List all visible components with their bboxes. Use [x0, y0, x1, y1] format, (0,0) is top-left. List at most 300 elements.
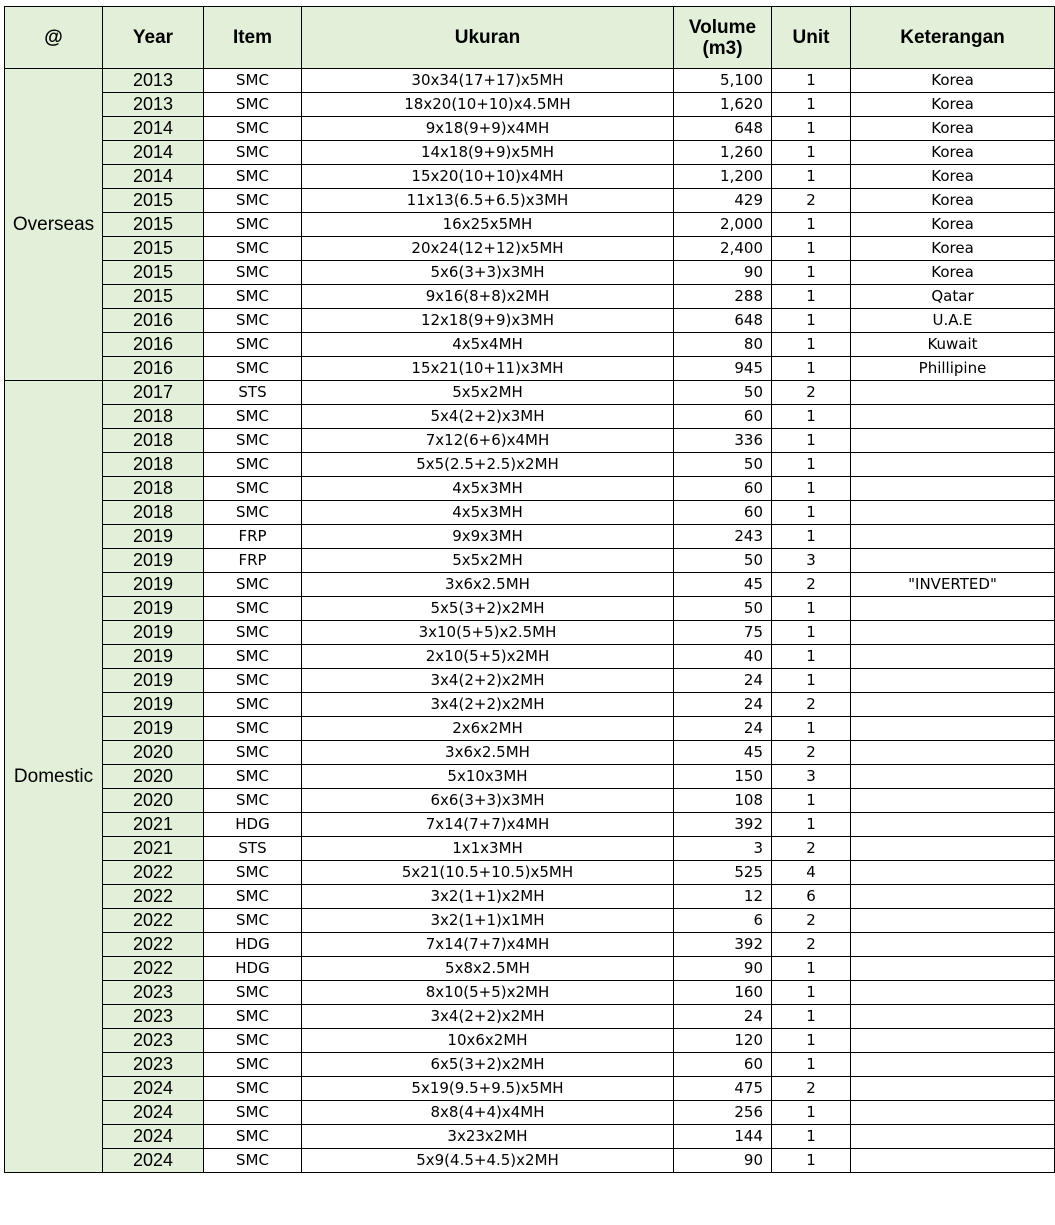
table-row — [5, 837, 1055, 861]
table-row — [5, 1029, 1055, 1053]
table-row — [5, 165, 1055, 189]
cell-year: 2022 — [103, 885, 204, 909]
cell-unit: 1 — [772, 981, 851, 1005]
cell-year: 2023 — [103, 1029, 204, 1053]
cell-size: 3x10(5+5)x2.5MH — [302, 621, 674, 645]
table-row — [5, 1077, 1055, 1101]
cell-note — [851, 1125, 1055, 1149]
cell-item: SMC — [204, 309, 302, 333]
cell-item: SMC — [204, 621, 302, 645]
cell-volume: 150 — [674, 765, 772, 789]
cell-item: SMC — [204, 741, 302, 765]
cell-year: 2020 — [103, 789, 204, 813]
cell-volume: 60 — [674, 405, 772, 429]
cell-note: Korea — [851, 261, 1055, 285]
cell-note — [851, 477, 1055, 501]
cell-year: 2018 — [103, 453, 204, 477]
cell-volume: 2,400 — [674, 237, 772, 261]
cell-unit: 4 — [772, 861, 851, 885]
cell-year: 2022 — [103, 861, 204, 885]
cell-item: SMC — [204, 357, 302, 381]
cell-unit: 2 — [772, 381, 851, 405]
table-row — [5, 285, 1055, 309]
cell-note — [851, 717, 1055, 741]
table-row — [5, 477, 1055, 501]
cell-unit: 1 — [772, 1125, 851, 1149]
table-row — [5, 141, 1055, 165]
cell-size: 30x34(17+17)x5MH — [302, 69, 674, 93]
table-row — [5, 189, 1055, 213]
cell-size: 18x20(10+10)x4.5MH — [302, 93, 674, 117]
cell-year: 2022 — [103, 933, 204, 957]
cell-item: SMC — [204, 765, 302, 789]
cell-item: SMC — [204, 429, 302, 453]
cell-note — [851, 1149, 1055, 1173]
cell-size: 12x18(9+9)x3MH — [302, 309, 674, 333]
cell-volume: 90 — [674, 957, 772, 981]
cell-volume: 50 — [674, 597, 772, 621]
cell-item: SMC — [204, 165, 302, 189]
table-row — [5, 309, 1055, 333]
table-row — [5, 909, 1055, 933]
cell-unit: 1 — [772, 645, 851, 669]
cell-volume: 945 — [674, 357, 772, 381]
cell-note: "INVERTED" — [851, 573, 1055, 597]
cell-year: 2016 — [103, 309, 204, 333]
table-row — [5, 1125, 1055, 1149]
cell-year: 2016 — [103, 357, 204, 381]
cell-unit: 1 — [772, 525, 851, 549]
cell-unit: 1 — [772, 1005, 851, 1029]
cell-size: 6x5(3+2)x2MH — [302, 1053, 674, 1077]
cell-note — [851, 405, 1055, 429]
cell-year: 2024 — [103, 1149, 204, 1173]
cell-item: SMC — [204, 789, 302, 813]
cell-size: 5x10x3MH — [302, 765, 674, 789]
table-row — [5, 261, 1055, 285]
cell-note — [851, 1029, 1055, 1053]
cell-item: SMC — [204, 501, 302, 525]
cell-unit: 1 — [772, 1029, 851, 1053]
cell-item: SMC — [204, 1053, 302, 1077]
cell-size: 4x5x3MH — [302, 501, 674, 525]
table-row — [5, 525, 1055, 549]
table-row — [5, 933, 1055, 957]
cell-year: 2020 — [103, 741, 204, 765]
table-row — [5, 237, 1055, 261]
table-row — [5, 453, 1055, 477]
cell-item: SMC — [204, 1005, 302, 1029]
cell-volume: 80 — [674, 333, 772, 357]
cell-unit: 1 — [772, 405, 851, 429]
cell-unit: 1 — [772, 1149, 851, 1173]
cell-note: Korea — [851, 69, 1055, 93]
cell-volume: 120 — [674, 1029, 772, 1053]
cell-unit: 3 — [772, 765, 851, 789]
table-row — [5, 357, 1055, 381]
cell-size: 3x2(1+1)x2MH — [302, 885, 674, 909]
cell-year: 2024 — [103, 1077, 204, 1101]
cell-note — [851, 501, 1055, 525]
cell-year: 2014 — [103, 117, 204, 141]
table-row — [5, 645, 1055, 669]
cell-size: 3x2(1+1)x1MH — [302, 909, 674, 933]
cell-volume: 60 — [674, 477, 772, 501]
cell-year: 2022 — [103, 957, 204, 981]
cell-unit: 1 — [772, 813, 851, 837]
cell-volume: 525 — [674, 861, 772, 885]
cell-unit: 1 — [772, 93, 851, 117]
table-row — [5, 957, 1055, 981]
cell-size: 5x5x2MH — [302, 381, 674, 405]
cell-size: 4x5x3MH — [302, 477, 674, 501]
cell-year: 2019 — [103, 693, 204, 717]
cell-item: SMC — [204, 1077, 302, 1101]
cell-item: FRP — [204, 525, 302, 549]
cell-year: 2024 — [103, 1125, 204, 1149]
cell-volume: 144 — [674, 1125, 772, 1149]
cell-unit: 1 — [772, 237, 851, 261]
cell-year: 2021 — [103, 837, 204, 861]
table-row — [5, 213, 1055, 237]
cell-size: 9x9x3MH — [302, 525, 674, 549]
cell-year: 2019 — [103, 645, 204, 669]
cell-size: 9x18(9+9)x4MH — [302, 117, 674, 141]
cell-year: 2015 — [103, 213, 204, 237]
cell-size: 4x5x4MH — [302, 333, 674, 357]
cell-size: 2x10(5+5)x2MH — [302, 645, 674, 669]
cell-unit: 1 — [772, 717, 851, 741]
table-row — [5, 117, 1055, 141]
cell-volume: 90 — [674, 261, 772, 285]
cell-size: 5x9(4.5+4.5)x2MH — [302, 1149, 674, 1173]
cell-unit: 1 — [772, 453, 851, 477]
cell-unit: 1 — [772, 669, 851, 693]
cell-volume: 40 — [674, 645, 772, 669]
cell-item: SMC — [204, 237, 302, 261]
cell-unit: 1 — [772, 477, 851, 501]
cell-size: 7x14(7+7)x4MH — [302, 813, 674, 837]
cell-unit: 1 — [772, 1053, 851, 1077]
table-row — [5, 621, 1055, 645]
cell-unit: 6 — [772, 885, 851, 909]
cell-item: SMC — [204, 693, 302, 717]
cell-unit: 2 — [772, 573, 851, 597]
cell-year: 2019 — [103, 597, 204, 621]
table-row — [5, 501, 1055, 525]
header-year: Year — [103, 7, 204, 69]
header-volume-line1: Volume — [688, 16, 757, 38]
cell-note — [851, 621, 1055, 645]
cell-volume: 50 — [674, 549, 772, 573]
table-row — [5, 93, 1055, 117]
cell-year: 2013 — [103, 93, 204, 117]
table-row — [5, 789, 1055, 813]
cell-item: SMC — [204, 597, 302, 621]
cell-volume: 75 — [674, 621, 772, 645]
cell-item: SMC — [204, 69, 302, 93]
cell-item: STS — [204, 837, 302, 861]
cell-size: 3x6x2.5MH — [302, 573, 674, 597]
cell-unit: 1 — [772, 69, 851, 93]
cell-year: 2023 — [103, 1053, 204, 1077]
cell-note — [851, 381, 1055, 405]
cell-note — [851, 933, 1055, 957]
table-row — [5, 573, 1055, 597]
cell-size: 8x8(4+4)x4MH — [302, 1101, 674, 1125]
table-row — [5, 741, 1055, 765]
cell-note: Phillipine — [851, 357, 1055, 381]
cell-volume: 24 — [674, 717, 772, 741]
cell-size: 5x6(3+3)x3MH — [302, 261, 674, 285]
table-row — [5, 1101, 1055, 1125]
cell-size: 5x21(10.5+10.5)x5MH — [302, 861, 674, 885]
cell-year: 2022 — [103, 909, 204, 933]
cell-unit: 3 — [772, 549, 851, 573]
cell-unit: 2 — [772, 837, 851, 861]
cell-volume: 288 — [674, 285, 772, 309]
cell-unit: 1 — [772, 957, 851, 981]
cell-note — [851, 645, 1055, 669]
cell-unit: 1 — [772, 261, 851, 285]
cell-item: SMC — [204, 1029, 302, 1053]
cell-note — [851, 597, 1055, 621]
cell-note: Kuwait — [851, 333, 1055, 357]
cell-size: 3x4(2+2)x2MH — [302, 669, 674, 693]
cell-note — [851, 957, 1055, 981]
cell-size: 10x6x2MH — [302, 1029, 674, 1053]
cell-note: Qatar — [851, 285, 1055, 309]
cell-year: 2013 — [103, 69, 204, 93]
cell-volume: 90 — [674, 1149, 772, 1173]
cell-note — [851, 981, 1055, 1005]
cell-year: 2021 — [103, 813, 204, 837]
cell-size: 2x6x2MH — [302, 717, 674, 741]
cell-unit: 2 — [772, 1077, 851, 1101]
cell-volume: 24 — [674, 693, 772, 717]
cell-note — [851, 813, 1055, 837]
cell-unit: 1 — [772, 429, 851, 453]
cell-item: SMC — [204, 1101, 302, 1125]
cell-note — [851, 789, 1055, 813]
cell-volume: 429 — [674, 189, 772, 213]
cell-size: 9x16(8+8)x2MH — [302, 285, 674, 309]
cell-unit: 1 — [772, 285, 851, 309]
cell-note — [851, 1101, 1055, 1125]
cell-year: 2015 — [103, 285, 204, 309]
cell-year: 2015 — [103, 189, 204, 213]
cell-size: 5x5(2.5+2.5)x2MH — [302, 453, 674, 477]
cell-item: HDG — [204, 813, 302, 837]
table-row — [5, 693, 1055, 717]
table-row — [5, 597, 1055, 621]
cell-unit: 1 — [772, 621, 851, 645]
table-row — [5, 885, 1055, 909]
table-row — [5, 69, 1055, 93]
cell-note: Korea — [851, 141, 1055, 165]
cell-unit: 1 — [772, 141, 851, 165]
cell-volume: 60 — [674, 1053, 772, 1077]
header-volume-line2: (m3) — [702, 37, 743, 59]
cell-year: 2019 — [103, 549, 204, 573]
cell-size: 5x5x2MH — [302, 549, 674, 573]
cell-unit: 2 — [772, 189, 851, 213]
cell-unit: 1 — [772, 1101, 851, 1125]
cell-volume: 475 — [674, 1077, 772, 1101]
table-row — [5, 405, 1055, 429]
cell-note — [851, 693, 1055, 717]
table-row — [5, 429, 1055, 453]
cell-item: SMC — [204, 885, 302, 909]
cell-volume: 6 — [674, 909, 772, 933]
cell-item: SMC — [204, 717, 302, 741]
cell-unit: 2 — [772, 693, 851, 717]
cell-item: SMC — [204, 981, 302, 1005]
cell-unit: 1 — [772, 213, 851, 237]
cell-unit: 1 — [772, 501, 851, 525]
header-size: Ukuran — [302, 7, 674, 69]
cell-volume: 256 — [674, 1101, 772, 1125]
cell-item: HDG — [204, 957, 302, 981]
cell-year: 2019 — [103, 621, 204, 645]
cell-item: SMC — [204, 261, 302, 285]
cell-item: SMC — [204, 93, 302, 117]
cell-size: 1x1x3MH — [302, 837, 674, 861]
cell-note — [851, 909, 1055, 933]
cell-year: 2024 — [103, 1101, 204, 1125]
cell-year: 2018 — [103, 405, 204, 429]
cell-note: Korea — [851, 189, 1055, 213]
cell-note — [851, 885, 1055, 909]
header-row — [5, 7, 1055, 69]
project-reference-table — [4, 6, 1055, 1173]
cell-note — [851, 1053, 1055, 1077]
cell-note — [851, 837, 1055, 861]
cell-note — [851, 741, 1055, 765]
cell-volume: 160 — [674, 981, 772, 1005]
cell-size: 15x20(10+10)x4MH — [302, 165, 674, 189]
cell-note: Korea — [851, 117, 1055, 141]
cell-item: SMC — [204, 333, 302, 357]
table-row — [5, 981, 1055, 1005]
cell-volume: 243 — [674, 525, 772, 549]
cell-unit: 1 — [772, 597, 851, 621]
cell-item: HDG — [204, 933, 302, 957]
table-row — [5, 1005, 1055, 1029]
cell-size: 5x19(9.5+9.5)x5MH — [302, 1077, 674, 1101]
cell-volume: 2,000 — [674, 213, 772, 237]
cell-note — [851, 525, 1055, 549]
table-row — [5, 381, 1055, 405]
table-body — [5, 69, 1055, 1173]
cell-volume: 336 — [674, 429, 772, 453]
cell-item: SMC — [204, 1125, 302, 1149]
table-row — [5, 861, 1055, 885]
cell-volume: 45 — [674, 573, 772, 597]
cell-size: 5x8x2.5MH — [302, 957, 674, 981]
cell-note — [851, 453, 1055, 477]
cell-year: 2017 — [103, 381, 204, 405]
cell-year: 2019 — [103, 525, 204, 549]
group-label: Overseas — [5, 69, 103, 381]
cell-unit: 1 — [772, 117, 851, 141]
cell-item: SMC — [204, 477, 302, 501]
cell-size: 6x6(3+3)x3MH — [302, 789, 674, 813]
table-row — [5, 717, 1055, 741]
cell-year: 2019 — [103, 573, 204, 597]
cell-year: 2018 — [103, 429, 204, 453]
header-unit: Unit — [772, 7, 851, 69]
cell-item: STS — [204, 381, 302, 405]
cell-size: 7x12(6+6)x4MH — [302, 429, 674, 453]
cell-note — [851, 765, 1055, 789]
table-row — [5, 549, 1055, 573]
cell-note: Korea — [851, 213, 1055, 237]
cell-volume: 50 — [674, 453, 772, 477]
table-row — [5, 813, 1055, 837]
cell-size: 15x21(10+11)x3MH — [302, 357, 674, 381]
cell-year: 2023 — [103, 1005, 204, 1029]
cell-volume: 3 — [674, 837, 772, 861]
cell-unit: 2 — [772, 741, 851, 765]
cell-note — [851, 1005, 1055, 1029]
table-row — [5, 1149, 1055, 1173]
cell-year: 2015 — [103, 237, 204, 261]
cell-unit: 1 — [772, 357, 851, 381]
cell-note — [851, 429, 1055, 453]
cell-item: SMC — [204, 213, 302, 237]
cell-item: SMC — [204, 861, 302, 885]
cell-note: Korea — [851, 93, 1055, 117]
header-group: @ — [5, 7, 103, 69]
cell-item: SMC — [204, 189, 302, 213]
cell-item: SMC — [204, 909, 302, 933]
cell-size: 11x13(6.5+6.5)x3MH — [302, 189, 674, 213]
cell-note: U.A.E — [851, 309, 1055, 333]
cell-note — [851, 669, 1055, 693]
cell-volume: 1,200 — [674, 165, 772, 189]
cell-year: 2018 — [103, 477, 204, 501]
cell-volume: 12 — [674, 885, 772, 909]
cell-year: 2018 — [103, 501, 204, 525]
cell-volume: 648 — [674, 117, 772, 141]
table-row — [5, 333, 1055, 357]
cell-year: 2023 — [103, 981, 204, 1005]
table-row — [5, 765, 1055, 789]
cell-volume: 1,260 — [674, 141, 772, 165]
cell-size: 14x18(9+9)x5MH — [302, 141, 674, 165]
cell-year: 2019 — [103, 717, 204, 741]
header-note: Keterangan — [851, 7, 1055, 69]
cell-size: 3x4(2+2)x2MH — [302, 693, 674, 717]
cell-item: FRP — [204, 549, 302, 573]
cell-note: Korea — [851, 165, 1055, 189]
cell-year: 2014 — [103, 141, 204, 165]
cell-year: 2015 — [103, 261, 204, 285]
cell-note — [851, 549, 1055, 573]
cell-size: 20x24(12+12)x5MH — [302, 237, 674, 261]
cell-volume: 24 — [674, 669, 772, 693]
cell-size: 16x25x5MH — [302, 213, 674, 237]
cell-note — [851, 1077, 1055, 1101]
cell-unit: 1 — [772, 789, 851, 813]
cell-volume: 5,100 — [674, 69, 772, 93]
header-item: Item — [204, 7, 302, 69]
cell-volume: 60 — [674, 501, 772, 525]
cell-volume: 45 — [674, 741, 772, 765]
cell-unit: 1 — [772, 165, 851, 189]
cell-size: 3x4(2+2)x2MH — [302, 1005, 674, 1029]
